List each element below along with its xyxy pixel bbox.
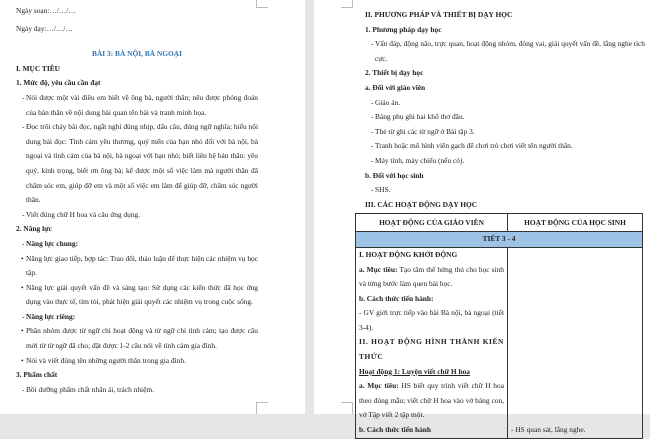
- heading: 2. Năng lực: [16, 224, 52, 234]
- list-item: - Bảng phụ ghi hai khổ thơ đầu.: [365, 110, 645, 125]
- list-item: - SHS.: [365, 183, 645, 198]
- activities-table: [355, 213, 643, 438]
- list-item: • Năng lực giải quyết vấn đề và sáng tạo: Sử dụng các kiến thức đã học ứng dụng vào thực tế, tìm tòi, phát hiện giải quyết các nhiệm vụ trong cuộc sống.: [16, 281, 258, 310]
- margin-mark: [341, 0, 353, 8]
- list-item: - Tranh hoặc mô hình viên gạch để chơi trò chơi viết tên người thân.: [365, 139, 645, 154]
- date-prepared[interactable]: Ngày soạn:…/…/…: [16, 6, 76, 15]
- goal-label: a. Mục tiêu:: [359, 264, 398, 274]
- list-item: • Phân nhóm được từ ngữ chỉ hoạt động và từ ngữ chỉ tình cảm; tạo được câu mới từ từ ngữ đã cho; đặt được 1-2 câu nói về tình cảm gia đình.: [16, 324, 258, 353]
- goal-text: Tạo tâm thế hứng thú cho học sinh và từng bước làm quen bài học.: [359, 264, 504, 289]
- student-response: - HS quan sát, lắng nghe.: [511, 425, 586, 435]
- heading: a. Đối với giáo viên: [365, 82, 426, 92]
- lesson-title: BÀI 3: BÀ NỘI, BÀ NGOẠI: [92, 49, 182, 59]
- margin-mark: [256, 402, 268, 414]
- goal-label: a. Mục tiêu:: [359, 381, 399, 391]
- page-2: [314, 0, 650, 435]
- list-item: - Giáo án.: [365, 96, 645, 111]
- step-text: - GV giới trực tiếp vào bài Bà nội, bà ngoại (tiết 3-4).: [359, 308, 504, 332]
- activity-title: I. HOẠT ĐỘNG KHỞI ĐỘNG: [359, 249, 458, 259]
- period-row: TIẾT 3 - 4: [356, 232, 643, 248]
- list-item: - Vấn đáp, động não, trực quan, hoạt động nhóm, đóng vai, giải quyết vấn đề, lắng nghe tích cực.: [365, 37, 645, 66]
- column-header-teacher: HOẠT ĐỘNG CỦA GIÁO VIÊN: [356, 214, 508, 232]
- list-item: - Bồi dưỡng phẩm chất nhân ái, trách nhiệm.: [16, 383, 258, 398]
- list-item: - Năng lực riêng:: [16, 310, 258, 325]
- list-item: • Năng lực giao tiếp, hợp tác: Trao đổi, thảo luận để thực hiện các nhiệm vụ học tập.: [16, 252, 258, 281]
- list-item: - Nói được một vài điều em biết về ông bà, người thân; nêu được phỏng đoán của bản thân về nội dung bài quan tên bài và tranh minh họa.: [16, 91, 258, 120]
- teacher-activity-cell: [356, 247, 508, 438]
- list-item: - Đọc trôi chảy bài đọc, ngắt nghỉ đúng nhịp, dấu câu, đúng ngữ nghĩa; hiểu nội dung bài đọc: Tình cảm yêu thương, quý mến của bạn nhỏ đối với bà nội, bà ngoại và tình cảm của bà nội, bà ngoại với bạn nhỏ; biết liên hệ bản thân: yêu quý, kính trọng, biết ơn ông bà; kể được một số việc làm mà người thân đã chăm sóc em, giúp đỡ em và một số việc em làm để giúp đỡ, chăm sóc người thân.: [16, 120, 258, 208]
- heading: 2. Thiết bị dạy học: [365, 68, 424, 78]
- list-item: - Năng lực chung:: [16, 237, 258, 252]
- list-item: - Máy tính, máy chiếu (nếu có).: [365, 154, 645, 169]
- method-label: b. Cách thức tiến hành: [359, 425, 431, 435]
- list-item: • Nói và viết đúng tên những người thân trong gia đình.: [16, 354, 258, 369]
- column-header-student: HOẠT ĐỘNG CỦA HỌC SINH: [508, 214, 643, 232]
- page-1: [0, 0, 305, 414]
- heading: I. MỤC TIÊU: [16, 63, 61, 73]
- date-teaching: Ngày dạy:…/…/…: [16, 23, 73, 33]
- activity-subtitle: Hoạt động 1: Luyện viết chữ H hoa: [359, 366, 470, 376]
- heading: 1. Mức độ, yêu cầu cần đạt: [16, 78, 101, 88]
- goal-text: HS biết quy trình viết chữ H hoa theo đúng mẫu; viết chữ H hoa vào vở bảng con, vở Tập viết 2 tập một.: [359, 381, 504, 420]
- heading: II. PHƯƠNG PHÁP VÀ THIẾT BỊ DẠY HỌC: [365, 10, 513, 19]
- list-item: - Viết đúng chữ H hoa và câu ứng dụng.: [16, 208, 258, 223]
- heading: 3. Phẩm chất: [16, 370, 58, 380]
- heading: III. CÁC HOẠT ĐỘNG DẠY HỌC: [365, 199, 478, 209]
- margin-mark: [341, 402, 353, 414]
- activity-title: II. HOẠT ĐỘNG HÌNH THÀNH KIẾN THỨC: [359, 337, 504, 362]
- method-label: b. Cách thức tiến hành:: [359, 293, 434, 303]
- student-activity-cell: [508, 247, 643, 438]
- heading: 1. Phương pháp dạy học: [365, 24, 442, 34]
- heading: b. Đối với học sinh: [365, 170, 424, 180]
- list-item: - Thẻ từ ghi các từ ngữ ở Bài tập 3.: [365, 125, 645, 140]
